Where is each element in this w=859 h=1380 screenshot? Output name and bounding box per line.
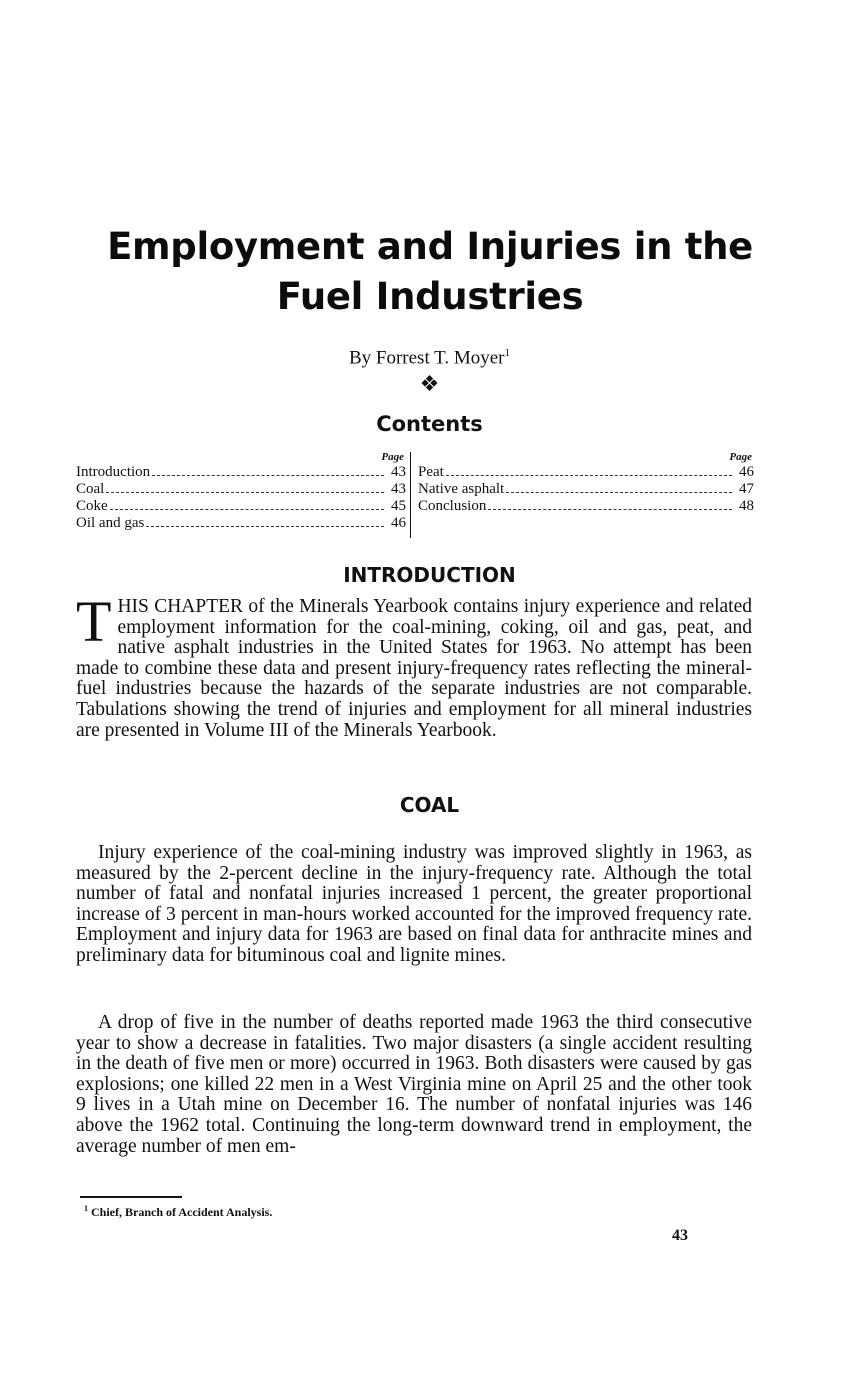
toc-entry[interactable]: Coal 43: [76, 481, 406, 497]
toc-entry[interactable]: Oil and gas 46: [76, 515, 406, 531]
coal-paragraph-1: Injury experience of the coal-mining industry was improved slightly in 1963, as measured by the 2-percent decline in the injury-frequency rate. Although the total number of fatal and nonfatal injuries increased 1 percent, the greater proportional increase of 3 percent in man-hours worked accounted for the improved frequency rate. Employment and injury data for 1963 are based on final data for anthracite mines and preliminary data for bituminous coal and lignite mines.: [76, 842, 752, 966]
toc-divider: [410, 452, 411, 538]
author-name: By Forrest T. Moyer: [348, 347, 505, 369]
contents-heading: Contents: [376, 412, 483, 436]
author-footnote-mark: 1: [504, 347, 510, 359]
introduction-paragraph: THIS CHAPTER of the Minerals Yearbook contains injury experience and related employment information for the coal-mining, coking, oil and gas, peat, and native asphalt industries in the United States for 1963. No attempt has been made to combine these data and present injury-frequency rates reflecting the mineral-fuel industries because the hazards of the separate industries are not comparable. Tabulations showing the trend of injuries and employment for all mineral industries are presented in Volume III of the Minerals Yearbook.: [76, 589, 752, 741]
toc-entry[interactable]: Peat 46: [418, 464, 754, 480]
toc-entry[interactable]: Introduction 43: [76, 464, 406, 480]
coal-paragraph-2: A drop of five in the number of deaths reported made 1963 the third consecutive year to show a decrease in fatalities. Two major disasters (a single accident resulting in the death of five men or more) occurred in 1963. Both disasters were caused by gas explosions; one killed 22 men in a West Virginia mine on April 25 and the other took 9 lives in a Utah mine on December 16. The number of nonfatal injuries was 146 above the 1962 total. Continuing the long-term downward trend in employment, the average number of men em-: [76, 1012, 752, 1157]
page-number: 43: [672, 1227, 688, 1244]
section-heading-coal: COAL: [399, 793, 460, 817]
toc-entry[interactable]: Native asphalt 47: [418, 481, 754, 497]
footnote: [84, 1202, 272, 1219]
byline: [0, 341, 859, 370]
page-title: Employment and Injuries in the Fuel Industries: [107, 225, 753, 318]
toc-page-header-left: Page: [381, 451, 404, 463]
footnote-mark: 1: [84, 1204, 88, 1213]
toc-page-header-right: Page: [729, 451, 752, 463]
toc-entry[interactable]: Coke 45: [76, 498, 406, 514]
footnote-text: Chief, Branch of Accident Analysis.: [91, 1205, 273, 1219]
toc-left-column: [76, 450, 406, 532]
toc-entry[interactable]: Conclusion 48: [418, 498, 754, 514]
section-heading-introduction: INTRODUCTION: [343, 563, 516, 587]
dropcap: T: [76, 589, 112, 654]
ornament-icon: ❖: [419, 371, 440, 396]
footnote-rule: [80, 1196, 182, 1198]
toc-right-column: [418, 450, 754, 515]
